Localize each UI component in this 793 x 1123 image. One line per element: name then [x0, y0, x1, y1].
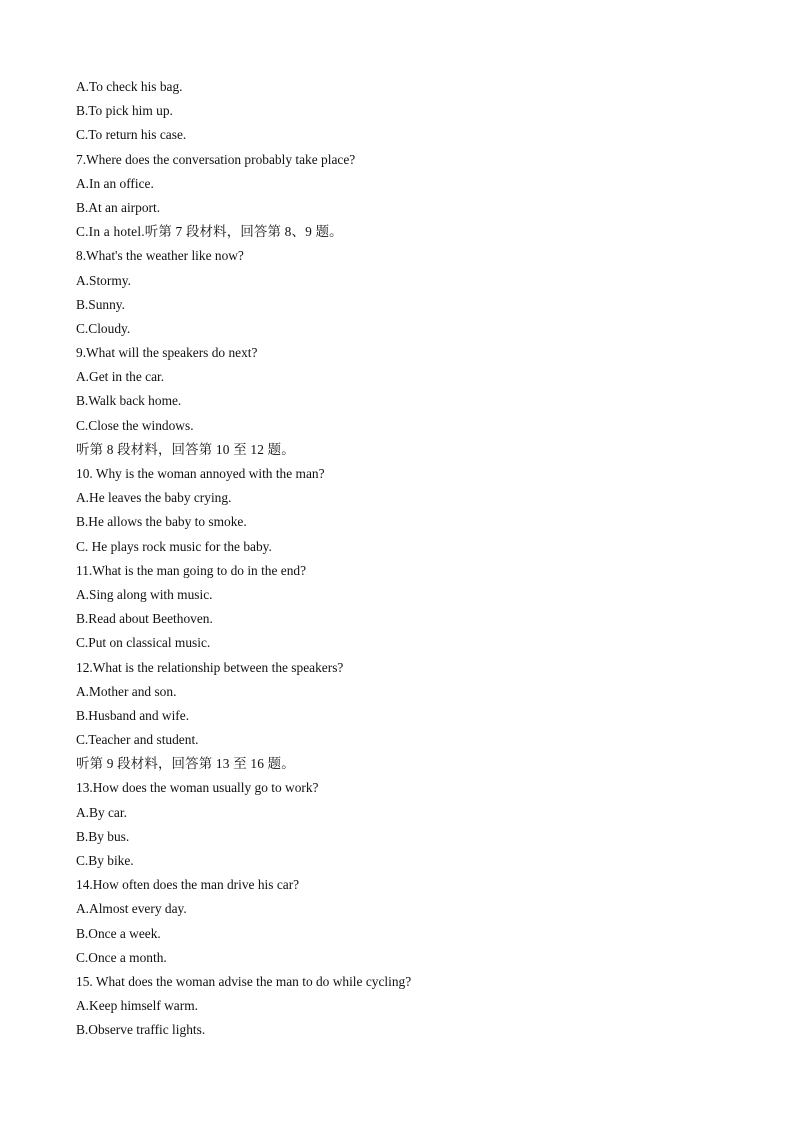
question-list [76, 75, 736, 1043]
option-line: B.At an airport. [76, 199, 161, 215]
option-line: A.He leaves the baby crying. [76, 490, 232, 506]
section-instruction: 听第 8 段材料，回答第 10 至 12 题。 [76, 441, 295, 457]
question-line: 7.Where does the conversation probably take place? [76, 151, 356, 167]
option-line: C.To return his case. [76, 127, 187, 143]
option-line: C. He plays rock music for the baby. [76, 538, 272, 554]
option-line: A.Keep himself warm. [76, 998, 198, 1014]
option-line: A.Mother and son. [76, 683, 177, 699]
question-line: 8.What's the weather like now? [76, 248, 244, 264]
option-line: B.Read about Beethoven. [76, 611, 213, 627]
question-line: 10. Why is the woman annoyed with the man? [76, 466, 325, 481]
option-line: C.Teacher and student. [76, 732, 199, 748]
option-line: A.To check his bag. [76, 79, 183, 94]
option-line: B.Husband and wife. [76, 707, 190, 723]
option-line: C.Put on classical music. [76, 635, 211, 651]
option-line: A.Stormy. [76, 272, 131, 288]
option-line: B.Sunny. [76, 296, 125, 312]
question-line: 12.What is the relationship between the speakers? [76, 659, 344, 675]
option-line: B.Walk back home. [76, 393, 182, 409]
option-line: B.To pick him up. [76, 103, 173, 119]
option-line: B.By bus. [76, 828, 130, 844]
question-line: 15. What does the woman advise the man to do while cycling? [76, 973, 412, 989]
question-line: 13.How does the woman usually go to work? [76, 780, 319, 796]
option-line: A.Almost every day. [76, 901, 187, 917]
section-instruction: 听第 9 段材料，回答第 13 至 16 题。 [76, 756, 295, 772]
option-line: A.By car. [76, 804, 127, 820]
option-line: A.Get in the car. [76, 369, 165, 385]
option-line: A.Sing along with music. [76, 586, 213, 602]
question-line: 11.What is the man going to do in the end? [76, 562, 307, 578]
option-line: B.He allows the baby to smoke. [76, 514, 247, 530]
option-line: C.By bike. [76, 853, 134, 868]
question-line: 14.How often does the man drive his car? [76, 877, 300, 893]
option-line: B.Once a week. [76, 925, 161, 941]
option-line: A.In an office. [76, 175, 154, 191]
option-line: C.In a hotel.听第 7 段材料，回答第 8、9 题。 [76, 224, 343, 240]
option-line: C.Close the windows. [76, 417, 194, 433]
option-line: C.Cloudy. [76, 320, 131, 336]
option-line: B.Observe traffic lights. [76, 1022, 206, 1038]
option-line: C.Once a month. [76, 949, 167, 965]
question-line: 9.What will the speakers do next? [76, 345, 258, 361]
